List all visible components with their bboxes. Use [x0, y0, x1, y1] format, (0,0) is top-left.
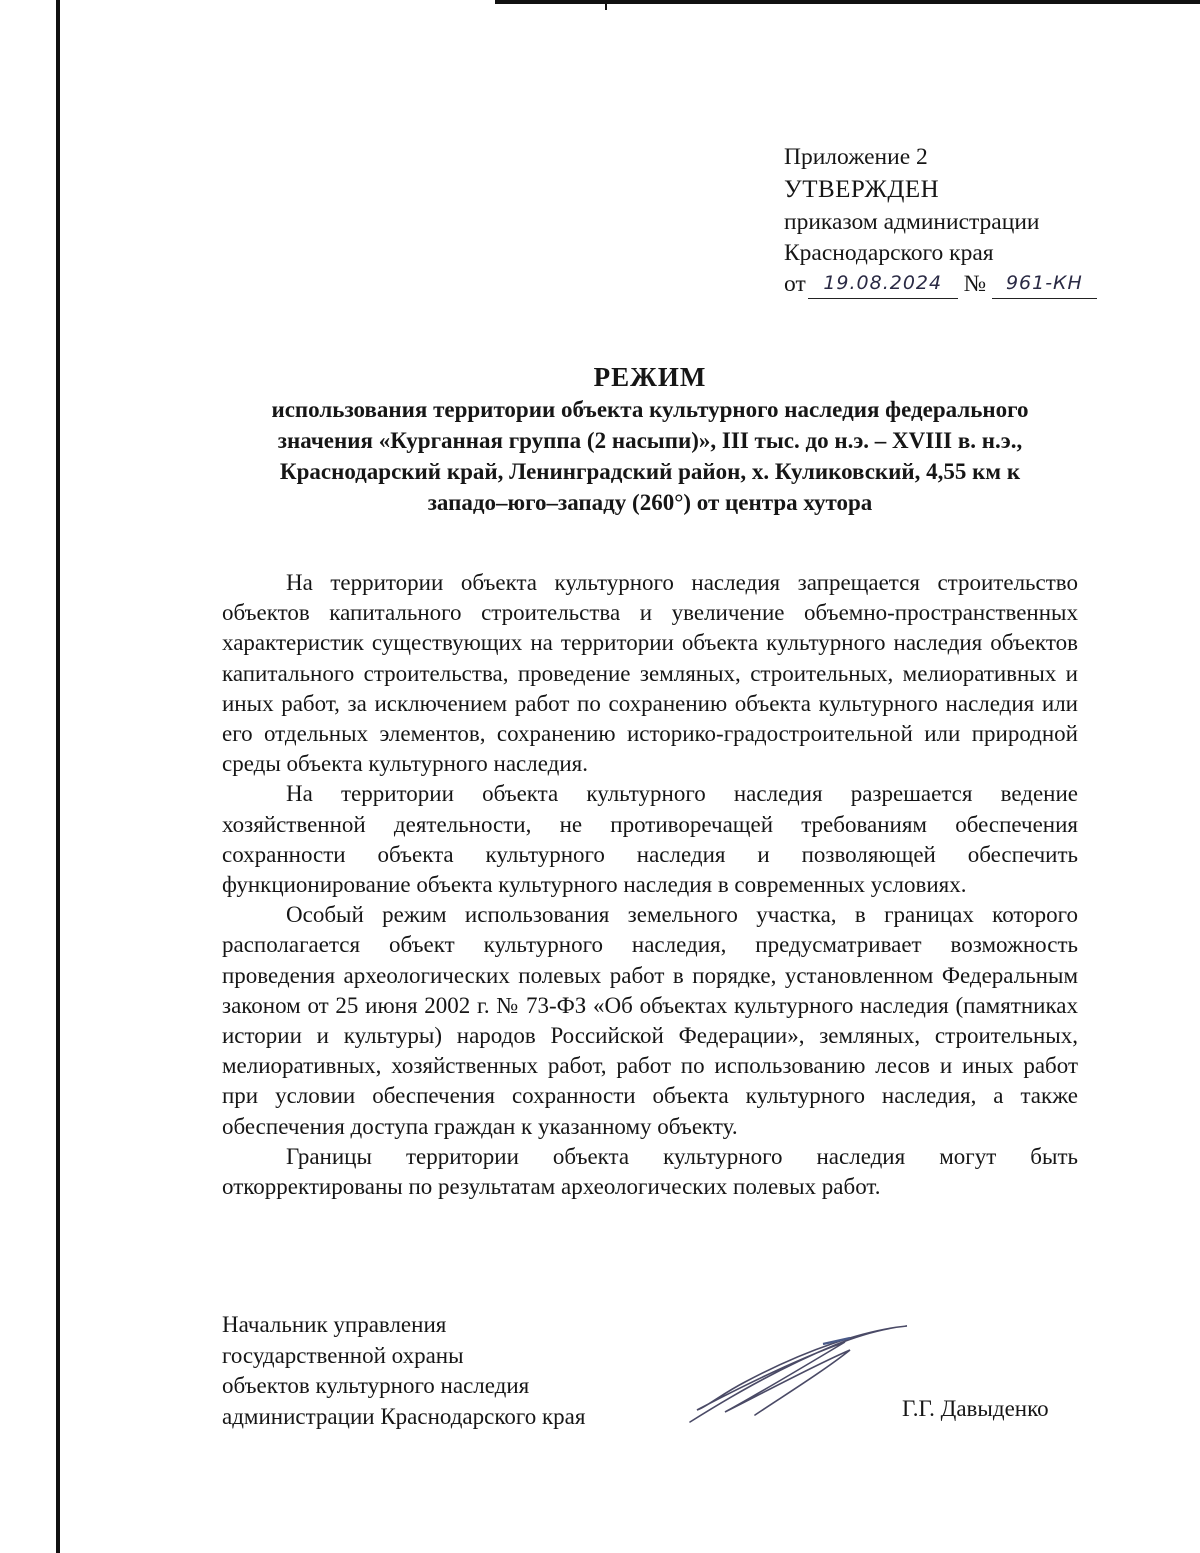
subtitle-line-3: Краснодарский край, Ленинградский район, х. Куликовский, 4,55 км к [279, 459, 1021, 484]
document-title: РЕЖИМ [593, 362, 707, 392]
approval-date-line [784, 269, 1097, 300]
appendix-label: Приложение 2 [784, 144, 928, 170]
scan-tick [605, 0, 607, 10]
handwritten-number: 961-КН [1005, 272, 1083, 294]
document-body [222, 568, 1078, 1202]
paragraph-2: На территории объекта культурного наследия разрешается ведение хозяйственной деятельности, не противоречащей требованиям обеспечения сохранности объекта культурного наследия и позволяющей обеспечить функционирование объекта культурного наследия в современных условиях. [222, 781, 1078, 898]
paragraph-4: Границы территории объекта культурного наследия могут быть откорректированы по результатам археологических полевых работ. [222, 1143, 1078, 1200]
handwritten-signature [685, 1320, 915, 1430]
number-field [992, 271, 1097, 299]
number-prefix: № [963, 271, 987, 297]
subtitle-line-1: использования территории объекта культурного наследия федерального [271, 397, 1029, 422]
document-heading [200, 360, 1100, 518]
approval-line-1: приказом администрации [784, 209, 1040, 235]
scan-border-left [56, 0, 60, 1553]
approval-block [784, 142, 1097, 300]
approved-heading: УТВЕРЖДЕН [784, 176, 940, 203]
paragraph-3: Особый режим использования земельного участка, в границах которого располагается объект культурного наследия, предусматривает возможность проведения археологических полевых работ в порядке, установленном Федеральным законом от 25 июня 2002 г. № 73-ФЗ «Об объектах культурного наследия (памятниках истории и культуры) народов Российской Федерации», земляных, строительных, мелиоративных, хозяйственных работ, работ по использованию лесов и иных работ при условии обеспечения сохранности объекта культурного наследия, а также обеспечения доступа граждан к указанному объекту. [222, 902, 1078, 1139]
approval-line-2: Краснодарского края [784, 240, 994, 266]
signer-title-line-4: администрации Краснодарского края [222, 1403, 586, 1429]
date-prefix: от [784, 271, 806, 297]
subtitle-line-4: западо–юго–западу (260°) от центра хутора [427, 490, 873, 515]
signer-title-line-2: государственной охраны [222, 1342, 464, 1368]
paragraph-1: На территории объекта культурного наследия запрещается строительство объектов капитального строительства и увеличение объемно-пространственных характеристик существующих на территории объекта культурного наследия объектов капитального строительства, проведение земляных, строительных, мелиоративных и иных работ, за исключением работ по сохранению объекта культурного наследия или его отдельных элементов, сохранению историко-градостроительной или природной среды объекта культурного наследия. [222, 570, 1078, 777]
signature-block [222, 1310, 1082, 1450]
signer-name: Г.Г. Давыденко [902, 1396, 1049, 1421]
signer-title-line-3: объектов культурного наследия [222, 1373, 530, 1398]
signer-title-line-1: Начальник управления [222, 1312, 447, 1337]
subtitle-line-2: значения «Курганная группа (2 насыпи)», III тыс. до н.э. – XVIII в. н.э., [277, 428, 1023, 453]
handwritten-date: 19.08.2024 [823, 272, 943, 294]
scan-border-top [495, 0, 1200, 4]
date-field [808, 271, 958, 299]
